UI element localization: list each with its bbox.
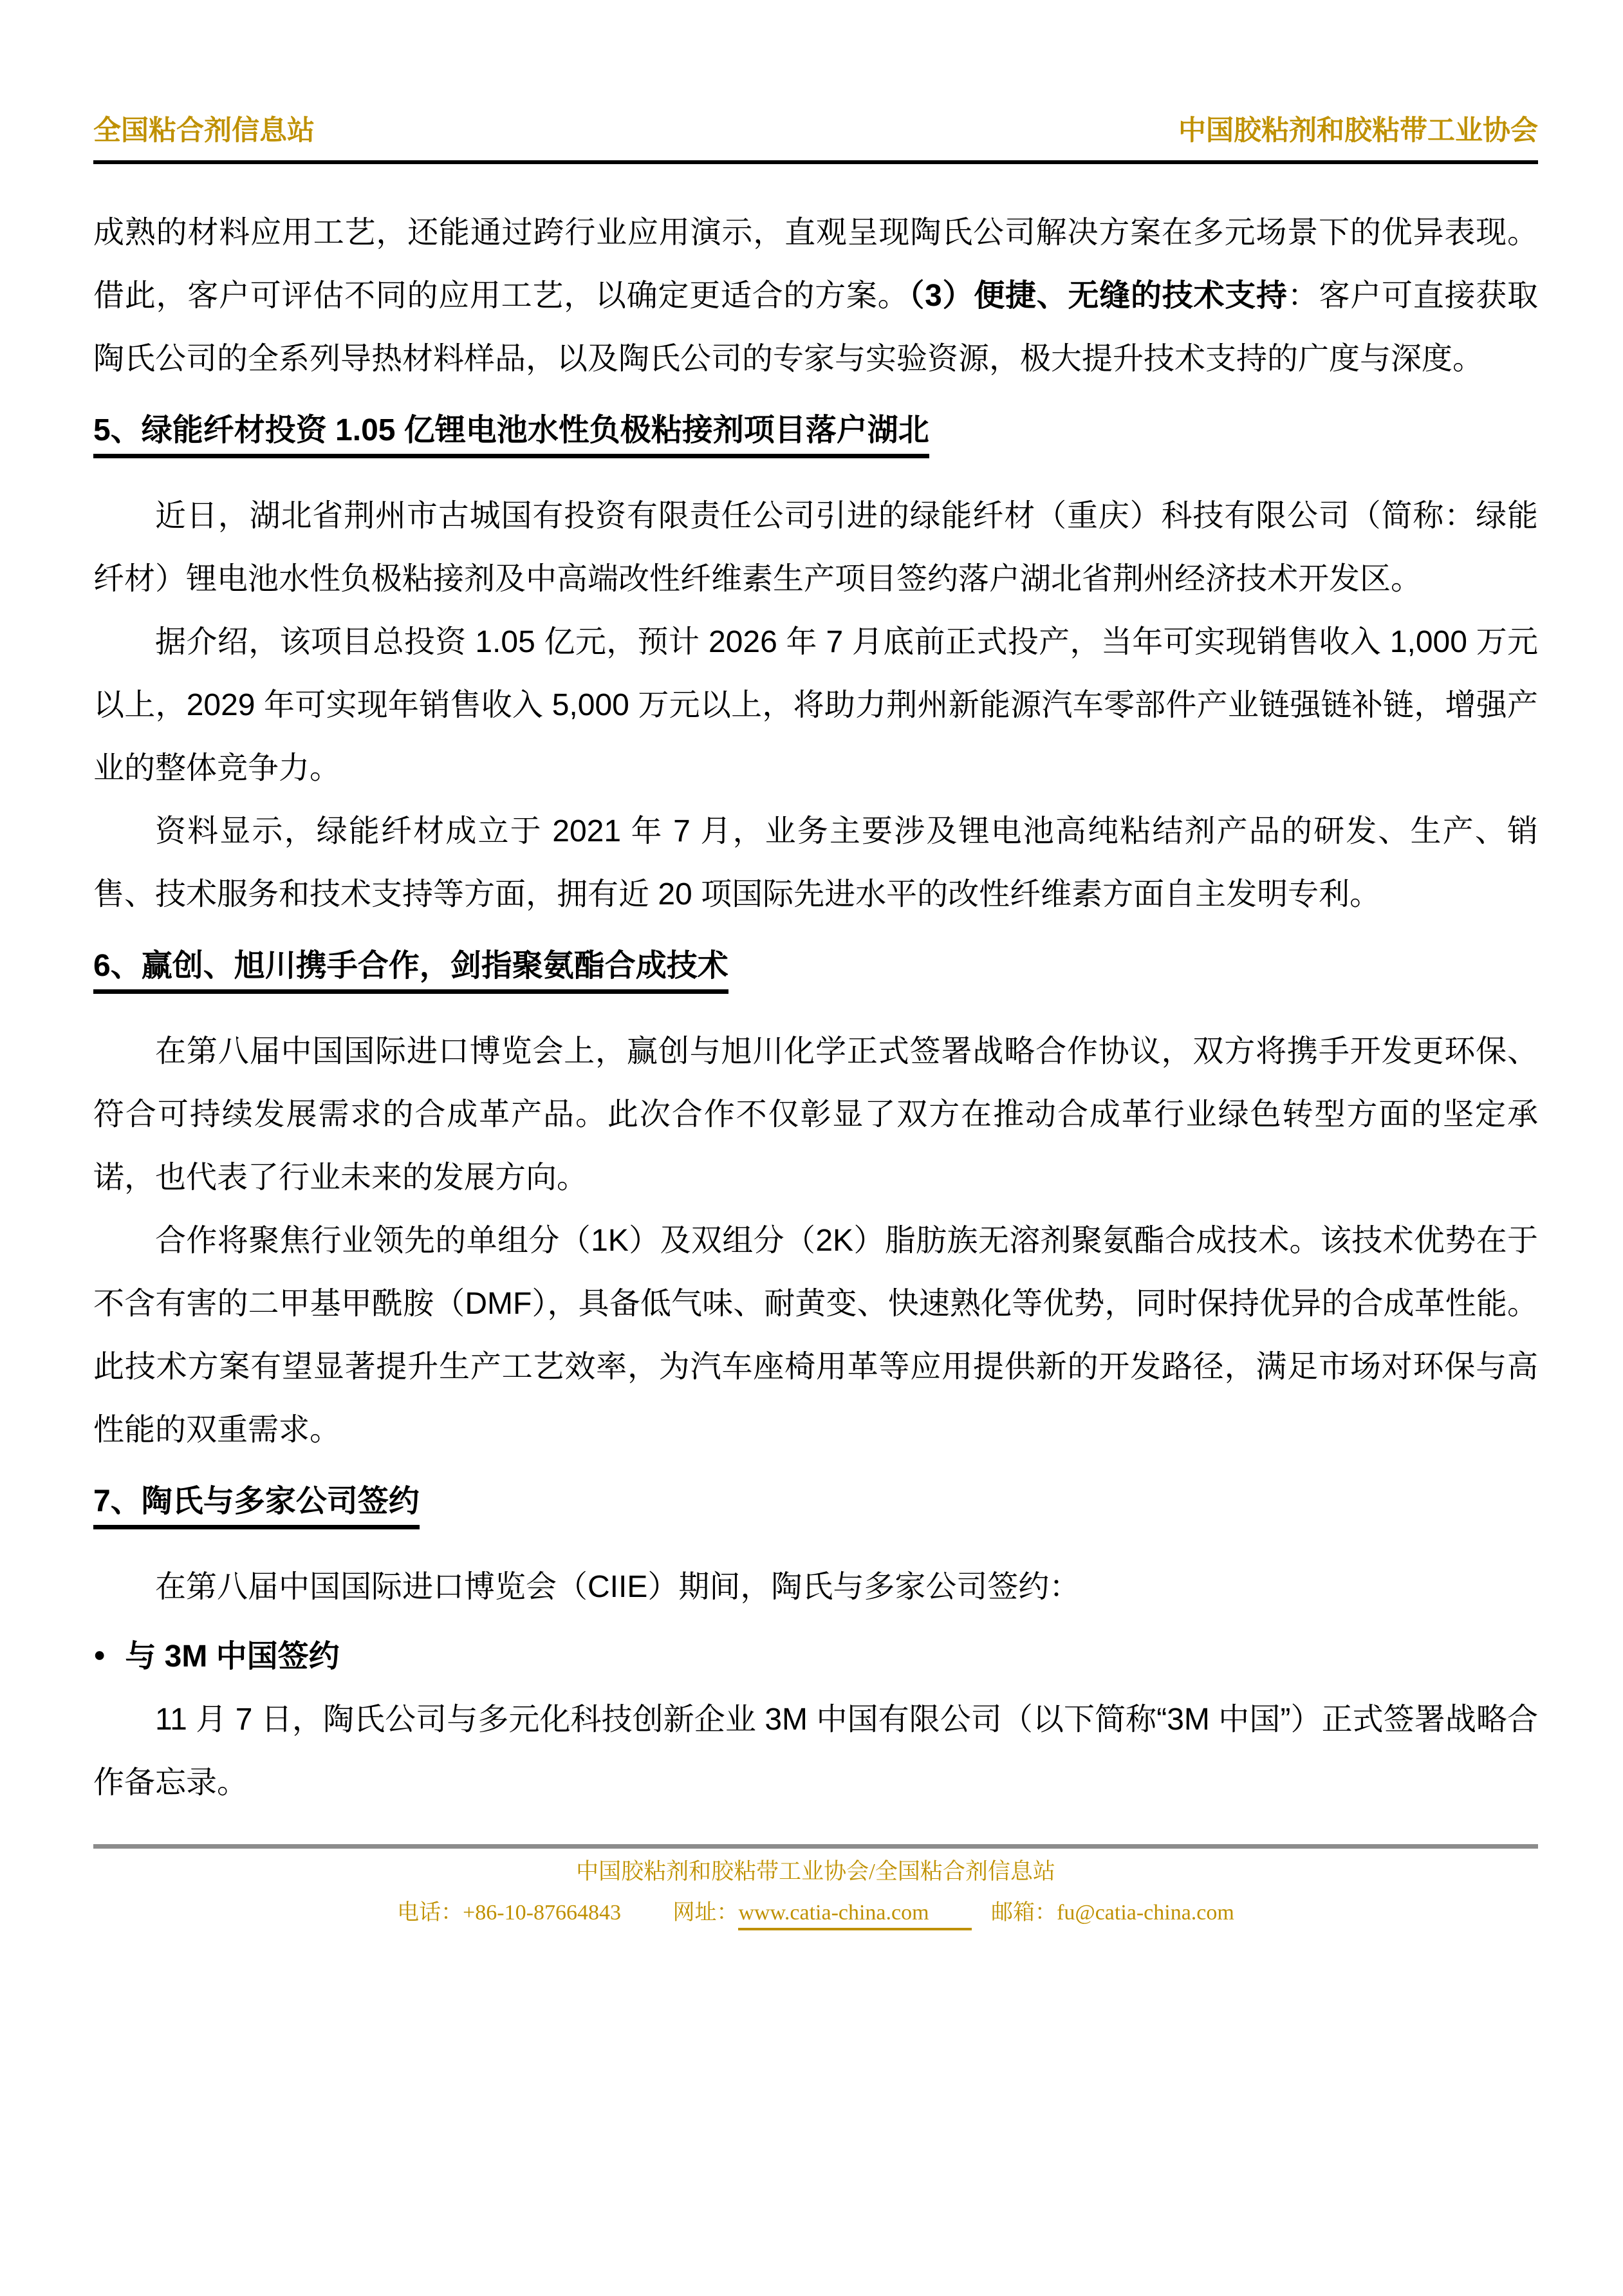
paragraph: 据介绍，该项目总投资 1.05 亿元，预计 2026 年 7 月底前正式投产，当年可实现销售收入 1,000 万元以上，2029 年可实现年销售收入 5,000 万元以上，将助力荆州新能源汽车零部件产业链强链补链，增强产业的整体竞争力。 — [93, 625, 1538, 785]
bullet-item — [93, 1623, 1538, 1688]
phone-label: 电话： — [397, 1901, 463, 1925]
paragraph-text: ：客户可直接获取陶氏公司的全系列导热材料样品，以及陶氏公司的专家与实验资源，极大提升技术支持的广度与深度。 — [93, 279, 1538, 376]
paragraph: 在第八届中国国际进口博览会（CIIE）期间，陶氏与多家公司签约： — [155, 1570, 1080, 1604]
website-link[interactable]: www.catia-china.com — [738, 1901, 971, 1930]
paragraph: 在第八届中国国际进口博览会上，赢创与旭川化学正式签署战略合作协议，双方将携手开发更环保、符合可持续发展需求的合成革产品。此次合作不仅彰显了双方在推动合成革行业绿色转型方面的坚定承诺，也代表了行业未来的发展方向。 — [93, 1034, 1538, 1195]
document-body — [93, 201, 1538, 1815]
paragraph: 合作将聚焦行业领先的单组分（1K）及双组分（2K）脂肪族无溶剂聚氨酯合成技术。该技术优势在于不含有害的二甲基甲酰胺（DMF），具备低气味、耐黄变、快速熟化等优势，同时保持优异的合成革性能。此技术方案有望显著提升生产工艺效率，为汽车座椅用革等应用提供新的开发路径，满足市场对环保与高性能的双重需求。 — [93, 1224, 1538, 1447]
email-address: fu@catia-china.com — [1057, 1901, 1234, 1925]
bullet-icon: ● — [93, 1643, 106, 1666]
paragraph — [93, 201, 1538, 391]
paragraph: 11 月 7 日，陶氏公司与多元化科技创新企业 3M 中国有限公司（以下简称“3M 中国”）正式签署战略合作备忘录。 — [93, 1703, 1538, 1800]
bullet-item-label: 与 3M 中国签约 — [125, 1639, 340, 1674]
email-label: 邮箱： — [991, 1901, 1057, 1925]
paragraph: 近日，湖北省荆州市古城国有投资有限责任公司引进的绿能纤材（重庆）科技有限公司（简称：绿能纤材）锂电池水性负极粘接剂及中高端改性纤维素生产项目签约落户湖北省荆州经济技术开发区。 — [93, 499, 1538, 596]
paragraph: 资料显示，绿能纤材成立于 2021 年 7 月，业务主要涉及锂电池高纯粘结剂产品的研发、生产、销售、技术服务和技术支持等方面，拥有近 20 项国际先进水平的改性纤维素方面自主发明专利。 — [93, 814, 1538, 911]
page-header — [93, 113, 1538, 164]
section-heading — [93, 1481, 1538, 1522]
footer-organization: 中国胶粘剂和胶粘带工业协会/全国粘合剂信息站 — [576, 1859, 1055, 1884]
website-label: 网址： — [672, 1901, 739, 1925]
section-heading-text: 7、陶氏与多家公司签约 — [93, 1484, 420, 1529]
section-heading — [93, 410, 1538, 451]
header-left-title: 全国粘合剂信息站 — [93, 116, 315, 146]
header-right-title: 中国胶粘剂和胶粘带工业协会 — [1178, 116, 1538, 146]
paragraph-bold-text: （3）便捷、无缝的技术支持 — [909, 279, 1288, 313]
page-footer — [93, 1844, 1538, 1927]
section-heading — [93, 946, 1538, 987]
paragraph-text: 成熟的材料应用工艺，还能通过跨行业应用演示，直观呈现陶氏公司解决方案在多元场景下的优异表现。借此，客户可评估不同的应用工艺，以确定更适合的方案。 — [93, 216, 1538, 313]
footer-divider — [93, 1844, 1538, 1849]
phone-number: +86-10-87664843 — [463, 1901, 621, 1925]
footer-contact-line — [93, 1899, 1538, 1927]
section-heading-text: 5、绿能纤材投资 1.05 亿锂电池水性负极粘接剂项目落户湖北 — [93, 413, 929, 458]
section-heading-text: 6、赢创、旭川携手合作，剑指聚氨酯合成技术 — [93, 949, 728, 994]
